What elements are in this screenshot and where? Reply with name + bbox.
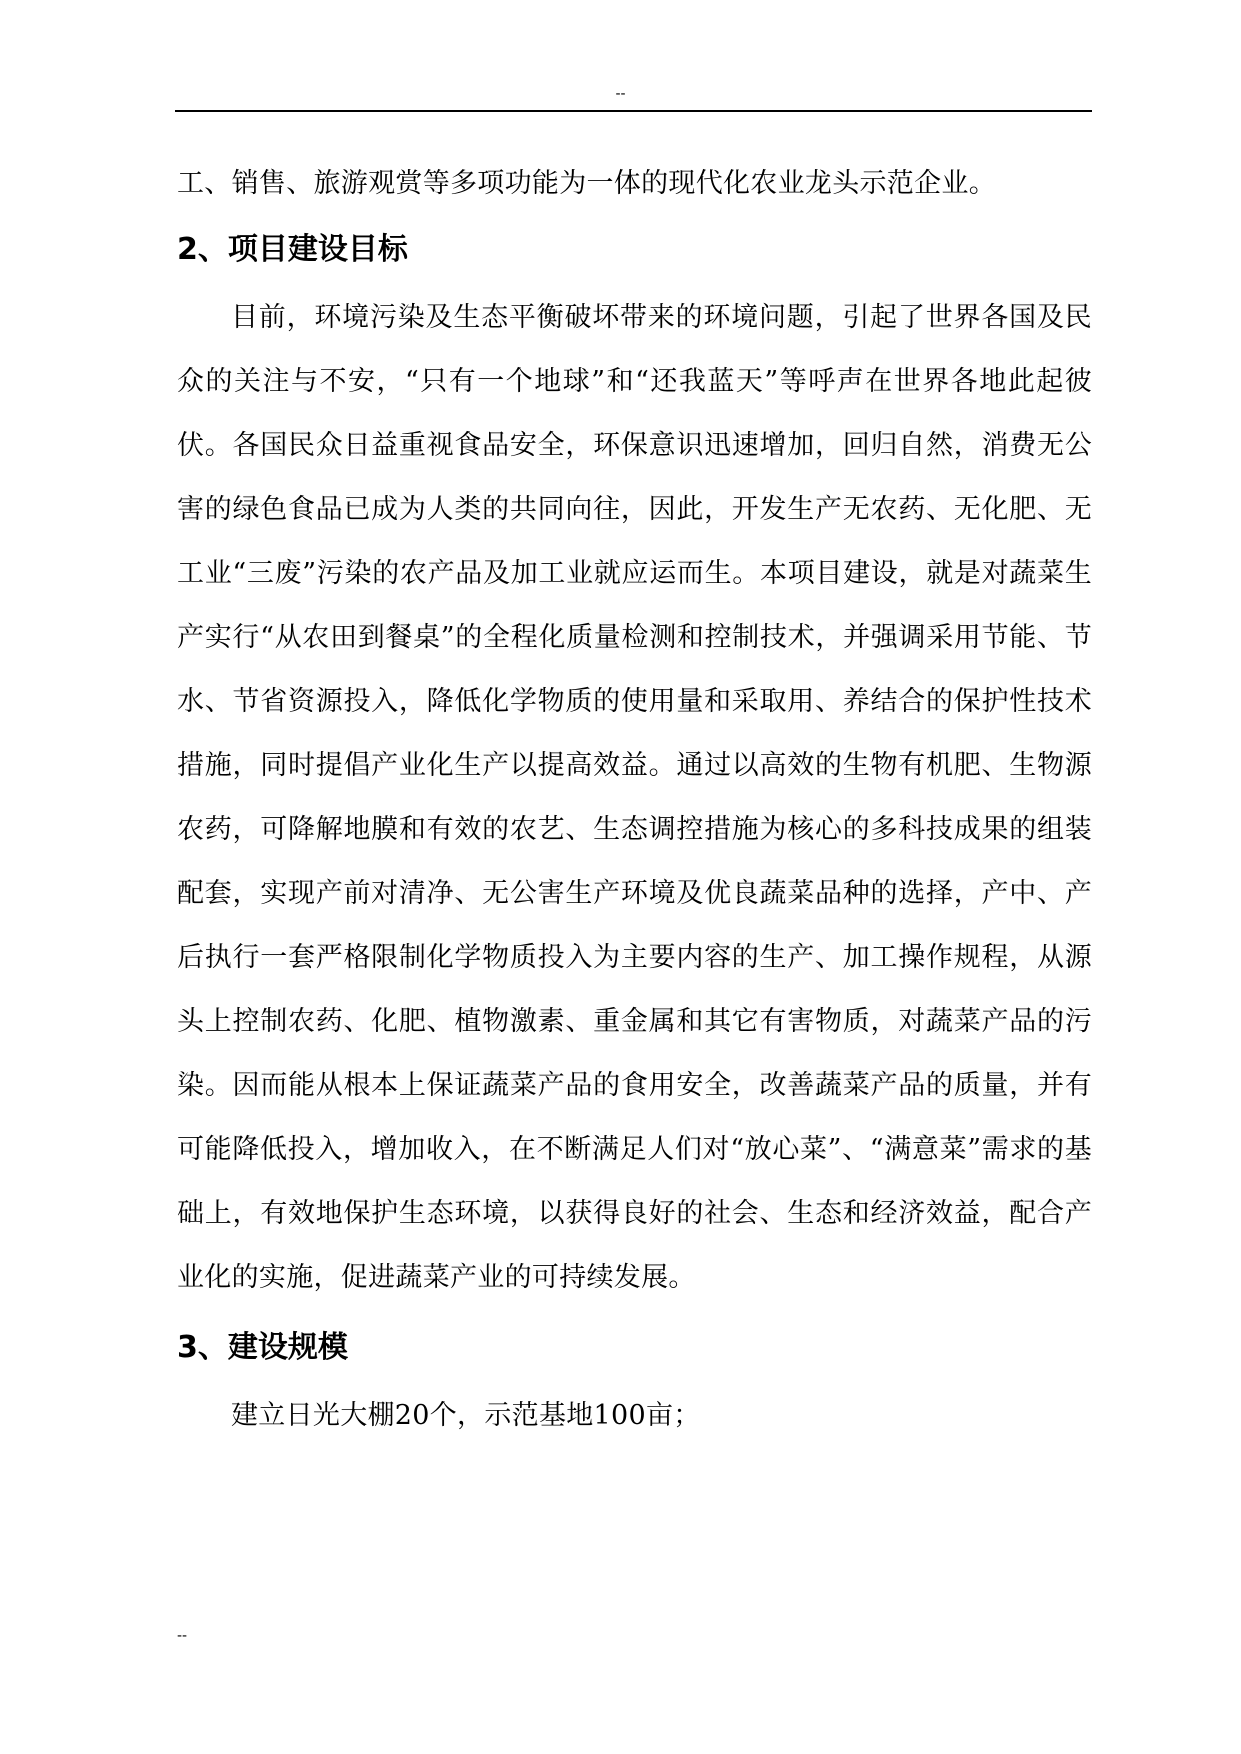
project-goal-paragraph: 目前，环境污染及生态平衡破坏带来的环境问题，引起了世界各国及民众的关注与不安，“只有一个地球”和“还我蓝天”等呼声在世界各地此起彼伏。各国民众日益重视食品安全，环保意识迅速增加，回归自然，消费无公害的绿色食品已成为人类的共同向往，因此，开发生产无农药、无化肥、无工业“三废”污染的农产品及加工业就应运而生。本项目建设，就是对蔬菜生产实行“从农田到餐桌”的全程化质量检测和控制技术，并强调采用节能、节水、节省资源投入，降低化学物质的使用量和采取用、养结合的保护性技术措施，同时提倡产业化生产以提高效益。通过以高效的生物有机肥、生物源农药，可降解地膜和有效的农艺、生态调控措施为核心的多科技成果的组装配套，实现产前对清净、无公害生产环境及优良蔬菜品种的选择，产中、产后执行一套严格限制化学物质投入为主要内容的生产、加工操作规程，从源头上控制农药、化肥、植物激素、重金属和其它有害物质，对蔬菜产品的污染。因而能从根本上保证蔬菜产品的食用安全，改善蔬菜产品的质量，并有可能降低投入，增加收入，在不断满足人们对“放心菜”、“满意菜”需求的基础上，有效地保护生态环境，以获得良好的社会、生态和经济效益，配合产业化的实施，促进蔬菜产业的可持续发展。 <box>177 302 1092 1293</box>
continuation-paragraph: 工、销售、旅游观赏等多项功能为一体的现代化农业龙头示范企业。 <box>177 168 996 199</box>
header-rule <box>175 110 1092 112</box>
footer-mark: -- <box>177 1628 188 1644</box>
document-body <box>177 152 1092 1448</box>
construction-scale-paragraph: 建立日光大棚20个，示范基地100亩； <box>231 1400 701 1431</box>
section-heading-project-goal: 2、项目建设目标 <box>177 232 408 267</box>
section-heading-construction-scale: 3、建设规模 <box>177 1330 348 1365</box>
header-mark: -- <box>615 86 626 102</box>
